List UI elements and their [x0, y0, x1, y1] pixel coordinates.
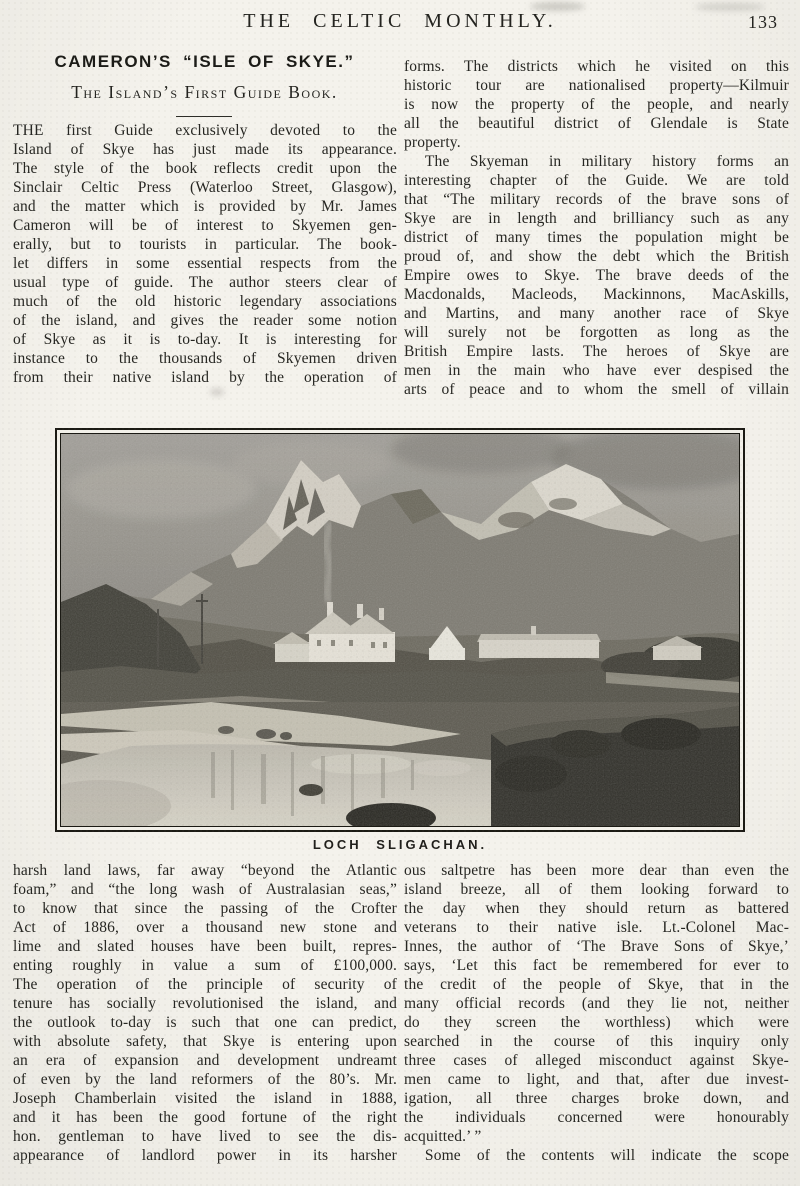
- text-line: usual type of guide. The author steers clear of: [13, 274, 397, 291]
- text-line: ous saltpetre has been more dear than even the: [404, 862, 789, 879]
- text-line: all the beautiful district of Glendale is State: [404, 115, 789, 132]
- text-line: property.: [404, 134, 461, 151]
- text-line: Joseph Chamberlain visited the island in 1888,: [13, 1090, 397, 1107]
- text-line: The style of the book reflects credit upon the: [13, 160, 397, 177]
- text-line: will surely not be forgotten as long as the: [404, 324, 789, 341]
- text-line: district of many times the population might be: [404, 229, 789, 246]
- text-line: hon. gentleman to have lived to see the dis-: [13, 1128, 397, 1145]
- text-line: The operation of the principle of security of: [13, 976, 397, 993]
- text-line: Island of Skye has just made its appearance.: [13, 141, 397, 158]
- text-line: of even by the land reformers of the 80’s. Mr.: [13, 1071, 397, 1088]
- text-line: and it has been the good fortune of the right: [13, 1109, 397, 1126]
- title-rule: [176, 116, 232, 117]
- photo-grain: [61, 434, 739, 826]
- text-line: igation, all three charges broke down, and: [404, 1090, 789, 1107]
- paragraph: [404, 1146, 789, 1165]
- scan-smudge: [210, 388, 224, 396]
- text-line: an era of expansion and development undreamt: [13, 1052, 397, 1069]
- text-line: the day when they should return as battered: [404, 900, 789, 917]
- text-line: the individuals concerned were honourably: [404, 1109, 789, 1126]
- text-line: with absolute safety, that Skye is entering upon: [13, 1033, 397, 1050]
- masthead-title: THE CELTIC MONTHLY.: [243, 10, 557, 32]
- text-line: veterans to their native isle. Lt.-Colonel Mac-: [404, 919, 789, 936]
- text-line: that “The military records of the brave sons of: [404, 191, 789, 208]
- text-line: Some of the contents will indicate the scope: [424, 1147, 789, 1164]
- text-line: Act of 1886, over a thousand new stone and: [13, 919, 397, 936]
- text-line: and the matter which is provided by Mr. James: [13, 198, 397, 215]
- text-line: let differs in some essential respects from the: [13, 255, 397, 272]
- article-title: CAMERON’S “ISLE OF SKYE.”: [54, 52, 355, 71]
- photo-caption: LOCH SLIGACHAN.: [312, 837, 488, 852]
- text-line: island breeze, all of them looking forward to: [404, 881, 789, 898]
- text-line: much of the old historic legendary associations: [13, 293, 397, 310]
- text-line: erally, but to tourists in particular. The book-: [13, 236, 397, 253]
- text-line: the credit of the people of Skye, that in the: [404, 976, 789, 993]
- paragraph: [404, 861, 789, 1146]
- column-top-left: [13, 121, 397, 387]
- paragraph: [404, 57, 789, 152]
- text-line: the outlook to-day is such that one can predict,: [13, 1014, 397, 1031]
- text-line: harsh land laws, far away “beyond the Atlantic: [13, 862, 397, 879]
- text-line: appearance of landlord power in its harsher: [13, 1147, 397, 1164]
- text-line: Cameron will be of interest to Skyemen gen-: [13, 217, 397, 234]
- text-line: and Martins, and many another race of Skye: [404, 305, 789, 322]
- column-top-right: [404, 57, 789, 399]
- text-line: foam,” and “the long wash of Australasian seas,”: [13, 881, 397, 898]
- text-line: do they screen the worthless) which were: [404, 1014, 789, 1031]
- text-line: acquitted.’ ”: [404, 1128, 482, 1145]
- text-line: historic tour are nationalised property—Kilmuir: [404, 77, 789, 94]
- loch-sligachan-photo-frame: [55, 428, 745, 832]
- text-line: forms. The districts which he visited on this: [404, 58, 789, 75]
- paragraph: [13, 121, 397, 387]
- text-line: from their native island by the operation of: [13, 369, 397, 386]
- text-line: arts of peace and to whom the smell of villain: [404, 381, 789, 398]
- text-line: tenure has socially revolutionised the island, and: [13, 995, 397, 1012]
- text-line: proud of, and show the debt which the British: [404, 248, 789, 265]
- text-line: of the island, and gives the reader some notion: [13, 312, 397, 329]
- text-line: three cases of alleged misconduct against Skye-: [404, 1052, 789, 1069]
- loch-sligachan-photo: [60, 433, 740, 827]
- paragraph: [404, 152, 789, 399]
- text-line: lime and slated houses have been built, repres-: [13, 938, 397, 955]
- text-line: of Skye as it is to-day. It is interesting for: [13, 331, 397, 348]
- text-line: men came to light, and that, after due invest-: [404, 1071, 789, 1088]
- text-line: The Skyeman in military history forms an: [424, 153, 789, 170]
- text-line: Macdonalds, Macleods, Mackinnons, MacAskills,: [404, 286, 789, 303]
- text-line: says, ‘Let this fact be remembered for ever to: [404, 957, 789, 974]
- text-line: searched in the course of this inquiry only: [404, 1033, 789, 1050]
- text-line: Innes, the author of ‘The Brave Sons of Skye,’: [404, 938, 789, 955]
- text-line: THE first Guide exclusively devoted to the: [13, 122, 397, 139]
- text-line: Empire owes to Skye. The brave deeds of the: [404, 267, 789, 284]
- text-line: to know that since the passing of the Crofter: [13, 900, 397, 917]
- column-bottom-right: [404, 861, 789, 1165]
- article-subtitle: The Island’s First Guide Book.: [71, 82, 338, 102]
- text-line: many official records (and they lie not, neither: [404, 995, 789, 1012]
- text-line: men in the main who have ever despised the: [404, 362, 789, 379]
- page-number: 133: [748, 12, 778, 32]
- paragraph: [13, 861, 397, 1165]
- text-line: interesting chapter of the Guide. We are told: [404, 172, 789, 189]
- text-line: Sinclair Celtic Press (Waterloo Street, Glasgow),: [13, 179, 397, 196]
- text-line: British Empire lasts. The heroes of Skye are: [404, 343, 789, 360]
- column-bottom-left: [13, 861, 397, 1165]
- text-line: enting roughly in value a sum of £100,000.: [13, 957, 397, 974]
- text-line: Skye are in length and brilliancy such as any: [404, 210, 789, 227]
- text-line: instance to the thousands of Skyemen driven: [13, 350, 397, 367]
- text-line: is now the property of the people, and nearly: [404, 96, 789, 113]
